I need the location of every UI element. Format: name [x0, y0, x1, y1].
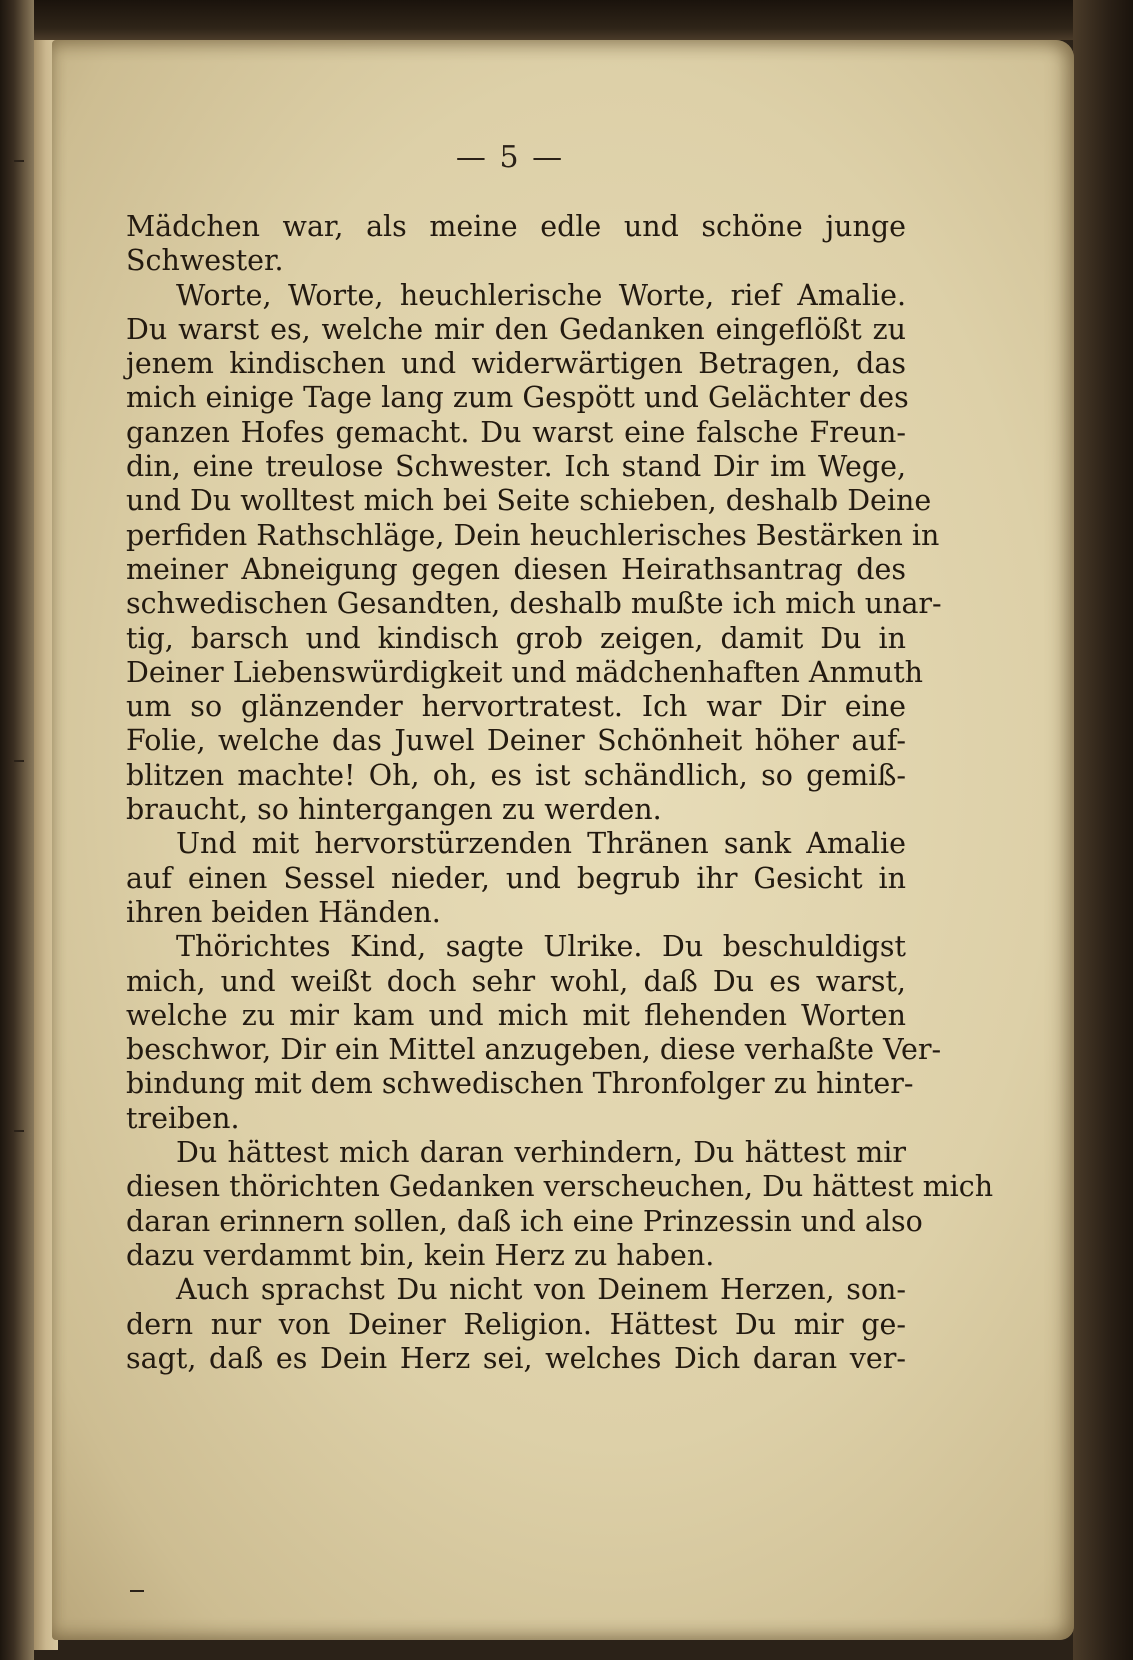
- margin-mark: [14, 760, 24, 762]
- text-line: Thörichtes Kind, sagte Ulrike. Du beschuldigst: [176, 930, 906, 964]
- book-left-edge: [0, 0, 34, 1660]
- book-top-edge: [0, 0, 1133, 40]
- margin-mark: [130, 1590, 144, 1592]
- text-line: perfiden Rathschläge, Dein heuchlerisches Bestärken in: [126, 518, 940, 552]
- text-line: mich einige Tage lang zum Gespött und Gelächter des: [126, 381, 909, 415]
- text-line: Und mit hervorstürzenden Thränen sank Amalie: [176, 827, 906, 861]
- text-line: Folie, welche das Juwel Deiner Schönheit höher auf-: [126, 724, 906, 758]
- text-line: ihren beiden Händen.: [126, 895, 441, 929]
- text-line: welche zu mir kam und mich mit flehenden Worten: [126, 998, 906, 1032]
- text-line: Mädchen war, als meine edle und schöne junge: [126, 210, 906, 243]
- text-line: Du warst es, welche mir den Gedanken eingeflößt zu: [126, 312, 906, 346]
- text-line: meiner Abneigung gegen diesen Heirathsantrag des: [126, 552, 906, 586]
- text-line: din, eine treulose Schwester. Ich stand Dir im Wege,: [126, 450, 906, 484]
- text-line: Du hättest mich daran verhindern, Du hättest mir: [176, 1136, 906, 1170]
- margin-mark: [14, 1130, 24, 1132]
- text-line: treiben.: [126, 1101, 240, 1135]
- page-text: [126, 210, 994, 1376]
- text-line: dazu verdammt bin, kein Herz zu haben.: [126, 1238, 715, 1272]
- text-line: Auch sprachst Du nicht von Deinem Herzen, son-: [176, 1273, 906, 1307]
- text-line: auf einen Sessel nieder, und begrub ihr Gesicht in: [126, 861, 906, 895]
- text-line: schwedischen Gesandten, deshalb mußte ich mich unar-: [126, 587, 942, 621]
- text-line: ganzen Hofes gemacht. Du warst eine falsche Freun-: [126, 415, 906, 449]
- text-line: diesen thörichten Gedanken verscheuchen, Du hättest mich: [126, 1170, 994, 1204]
- margin-mark: [14, 160, 24, 162]
- text-line: mich, und weißt doch sehr wohl, daß Du es warst,: [126, 964, 906, 998]
- text-line: Worte, Worte, heuchlerische Worte, rief Amalie.: [176, 278, 906, 312]
- text-line: bindung mit dem schwedischen Thronfolger zu hinter-: [126, 1067, 914, 1101]
- text-line: jenem kindischen und widerwärtigen Betragen, das: [126, 347, 906, 381]
- text-line: Schwester.: [126, 244, 284, 278]
- book-right-edge: [1073, 0, 1133, 1660]
- text-line: sagt, daß es Dein Herz sei, welches Dich daran ver-: [126, 1341, 906, 1375]
- text-line: daran erinnern sollen, daß ich eine Prinzessin und also: [126, 1204, 923, 1238]
- text-line: beschwor, Dir ein Mittel anzugeben, diese verhaßte Ver-: [126, 1033, 942, 1067]
- text-line: Deiner Liebenswürdigkeit und mädchenhaften Anmuth: [126, 655, 924, 689]
- text-line: und Du wolltest mich bei Seite schieben, deshalb Deine: [126, 484, 932, 518]
- text-line: blitzen machte! Oh, oh, es ist schändlich, so gemiß-: [126, 758, 906, 792]
- text-line: dern nur von Deiner Religion. Hättest Du mir ge-: [126, 1307, 906, 1341]
- text-line: um so glänzender hervortratest. Ich war Dir eine: [126, 690, 906, 724]
- page-number: — 5 —: [455, 140, 565, 175]
- text-line: braucht, so hintergangen zu werden.: [126, 793, 662, 827]
- text-line: tig, barsch und kindisch grob zeigen, damit Du in: [126, 621, 906, 655]
